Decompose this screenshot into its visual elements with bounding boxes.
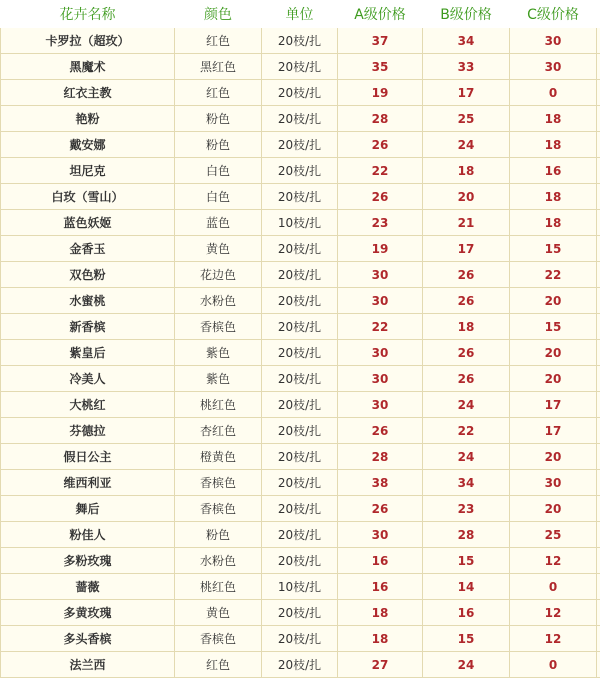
cell-b-price: 14 (423, 574, 510, 600)
cell-flower-name: 蓝色妖姬 (1, 210, 175, 236)
cell-unit: 20枝/扎 (262, 444, 338, 470)
cell-a-price: 26 (338, 418, 423, 444)
cell-color: 红色 (175, 28, 262, 54)
cell-unit: 20枝/扎 (262, 392, 338, 418)
cell-blank (597, 158, 600, 184)
cell-color: 香槟色 (175, 314, 262, 340)
cell-b-price: 34 (423, 470, 510, 496)
cell-b-price: 25 (423, 106, 510, 132)
cell-c-price: 15 (510, 314, 597, 340)
cell-blank (597, 392, 600, 418)
cell-c-price: 18 (510, 132, 597, 158)
table-row (1, 418, 600, 444)
header-blank (597, 1, 600, 28)
cell-flower-name: 冷美人 (1, 366, 175, 392)
cell-a-price: 16 (338, 548, 423, 574)
table-row (1, 28, 600, 54)
cell-unit: 20枝/扎 (262, 340, 338, 366)
cell-a-price: 19 (338, 80, 423, 106)
table-row (1, 366, 600, 392)
cell-c-price: 18 (510, 210, 597, 236)
cell-flower-name: 粉佳人 (1, 522, 175, 548)
table-row (1, 444, 600, 470)
cell-a-price: 23 (338, 210, 423, 236)
table-row (1, 548, 600, 574)
cell-a-price: 30 (338, 288, 423, 314)
cell-color: 黄色 (175, 600, 262, 626)
cell-c-price: 18 (510, 184, 597, 210)
cell-c-price: 22 (510, 262, 597, 288)
cell-a-price: 16 (338, 574, 423, 600)
header-c-price: C级价格 (510, 1, 597, 28)
cell-unit: 20枝/扎 (262, 288, 338, 314)
cell-c-price: 17 (510, 418, 597, 444)
table-row (1, 80, 600, 106)
cell-b-price: 24 (423, 444, 510, 470)
table-row (1, 522, 600, 548)
cell-a-price: 30 (338, 340, 423, 366)
cell-unit: 20枝/扎 (262, 366, 338, 392)
cell-b-price: 26 (423, 366, 510, 392)
cell-a-price: 28 (338, 106, 423, 132)
cell-b-price: 17 (423, 80, 510, 106)
cell-unit: 10枝/扎 (262, 210, 338, 236)
cell-color: 水粉色 (175, 548, 262, 574)
cell-unit: 20枝/扎 (262, 600, 338, 626)
cell-flower-name: 白玫（雪山） (1, 184, 175, 210)
cell-color: 黄色 (175, 236, 262, 262)
cell-blank (597, 522, 600, 548)
cell-color: 蓝色 (175, 210, 262, 236)
cell-flower-name: 大桃红 (1, 392, 175, 418)
cell-unit: 20枝/扎 (262, 496, 338, 522)
cell-c-price: 30 (510, 54, 597, 80)
cell-b-price: 15 (423, 626, 510, 652)
cell-a-price: 30 (338, 522, 423, 548)
cell-b-price: 26 (423, 262, 510, 288)
cell-unit: 20枝/扎 (262, 548, 338, 574)
table-row (1, 288, 600, 314)
cell-a-price: 27 (338, 652, 423, 678)
table-row (1, 340, 600, 366)
cell-unit: 10枝/扎 (262, 574, 338, 600)
cell-c-price: 12 (510, 548, 597, 574)
cell-flower-name: 多黄玫瑰 (1, 600, 175, 626)
cell-color: 桃红色 (175, 392, 262, 418)
cell-color: 红色 (175, 652, 262, 678)
cell-flower-name: 红衣主教 (1, 80, 175, 106)
table-row (1, 314, 600, 340)
cell-unit: 20枝/扎 (262, 652, 338, 678)
cell-unit: 20枝/扎 (262, 54, 338, 80)
table-row (1, 574, 600, 600)
cell-a-price: 22 (338, 314, 423, 340)
cell-a-price: 28 (338, 444, 423, 470)
cell-blank (597, 314, 600, 340)
cell-blank (597, 470, 600, 496)
cell-a-price: 26 (338, 132, 423, 158)
cell-flower-name: 卡罗拉（超玫） (1, 28, 175, 54)
cell-a-price: 18 (338, 600, 423, 626)
cell-blank (597, 210, 600, 236)
cell-color: 香槟色 (175, 626, 262, 652)
cell-flower-name: 戴安娜 (1, 132, 175, 158)
cell-c-price: 20 (510, 366, 597, 392)
cell-blank (597, 132, 600, 158)
cell-c-price: 15 (510, 236, 597, 262)
cell-c-price: 20 (510, 444, 597, 470)
cell-b-price: 21 (423, 210, 510, 236)
cell-blank (597, 184, 600, 210)
cell-c-price: 12 (510, 600, 597, 626)
cell-blank (597, 106, 600, 132)
cell-blank (597, 652, 600, 678)
cell-b-price: 26 (423, 340, 510, 366)
cell-unit: 20枝/扎 (262, 236, 338, 262)
cell-unit: 20枝/扎 (262, 626, 338, 652)
cell-blank (597, 54, 600, 80)
table-row (1, 132, 600, 158)
cell-a-price: 30 (338, 392, 423, 418)
cell-unit: 20枝/扎 (262, 184, 338, 210)
cell-a-price: 18 (338, 626, 423, 652)
cell-blank (597, 28, 600, 54)
cell-color: 粉色 (175, 132, 262, 158)
cell-c-price: 0 (510, 80, 597, 106)
cell-c-price: 18 (510, 106, 597, 132)
cell-b-price: 15 (423, 548, 510, 574)
cell-b-price: 24 (423, 132, 510, 158)
cell-unit: 20枝/扎 (262, 262, 338, 288)
cell-flower-name: 多头香槟 (1, 626, 175, 652)
cell-c-price: 30 (510, 28, 597, 54)
cell-a-price: 22 (338, 158, 423, 184)
cell-flower-name: 艳粉 (1, 106, 175, 132)
cell-unit: 20枝/扎 (262, 522, 338, 548)
table-row (1, 54, 600, 80)
cell-color: 红色 (175, 80, 262, 106)
cell-color: 杏红色 (175, 418, 262, 444)
table-row (1, 392, 600, 418)
cell-blank (597, 418, 600, 444)
table-header-row (1, 1, 600, 28)
cell-color: 紫色 (175, 366, 262, 392)
cell-a-price: 38 (338, 470, 423, 496)
cell-b-price: 18 (423, 314, 510, 340)
cell-a-price: 37 (338, 28, 423, 54)
cell-blank (597, 444, 600, 470)
cell-c-price: 16 (510, 158, 597, 184)
cell-c-price: 12 (510, 626, 597, 652)
cell-flower-name: 紫皇后 (1, 340, 175, 366)
header-flower-name: 花卉名称 (1, 1, 175, 28)
cell-color: 粉色 (175, 106, 262, 132)
cell-c-price: 17 (510, 392, 597, 418)
cell-blank (597, 80, 600, 106)
cell-blank (597, 262, 600, 288)
cell-color: 水粉色 (175, 288, 262, 314)
cell-flower-name: 芬德拉 (1, 418, 175, 444)
cell-color: 白色 (175, 158, 262, 184)
cell-b-price: 24 (423, 392, 510, 418)
cell-blank (597, 600, 600, 626)
cell-unit: 20枝/扎 (262, 158, 338, 184)
cell-unit: 20枝/扎 (262, 314, 338, 340)
cell-flower-name: 法兰西 (1, 652, 175, 678)
cell-b-price: 28 (423, 522, 510, 548)
cell-flower-name: 假日公主 (1, 444, 175, 470)
cell-c-price: 0 (510, 574, 597, 600)
cell-b-price: 16 (423, 600, 510, 626)
header-unit: 单位 (262, 1, 338, 28)
cell-b-price: 33 (423, 54, 510, 80)
cell-b-price: 22 (423, 418, 510, 444)
cell-blank (597, 236, 600, 262)
cell-flower-name: 多粉玫瑰 (1, 548, 175, 574)
cell-blank (597, 340, 600, 366)
cell-color: 桃红色 (175, 574, 262, 600)
table-row (1, 496, 600, 522)
cell-b-price: 17 (423, 236, 510, 262)
cell-c-price: 20 (510, 288, 597, 314)
header-a-price: A级价格 (338, 1, 423, 28)
cell-blank (597, 548, 600, 574)
table-row (1, 158, 600, 184)
cell-c-price: 30 (510, 470, 597, 496)
cell-c-price: 20 (510, 496, 597, 522)
cell-c-price: 0 (510, 652, 597, 678)
header-b-price: B级价格 (423, 1, 510, 28)
cell-color: 橙黄色 (175, 444, 262, 470)
cell-unit: 20枝/扎 (262, 132, 338, 158)
cell-color: 白色 (175, 184, 262, 210)
cell-b-price: 34 (423, 28, 510, 54)
cell-b-price: 24 (423, 652, 510, 678)
cell-blank (597, 496, 600, 522)
cell-color: 花边色 (175, 262, 262, 288)
cell-color: 黑红色 (175, 54, 262, 80)
table-row (1, 652, 600, 678)
cell-color: 香槟色 (175, 470, 262, 496)
table-row (1, 470, 600, 496)
table-row (1, 236, 600, 262)
cell-flower-name: 新香槟 (1, 314, 175, 340)
cell-color: 香槟色 (175, 496, 262, 522)
cell-flower-name: 蔷薇 (1, 574, 175, 600)
cell-c-price: 25 (510, 522, 597, 548)
table-row (1, 184, 600, 210)
table-body (1, 28, 600, 678)
cell-flower-name: 水蜜桃 (1, 288, 175, 314)
cell-color: 紫色 (175, 340, 262, 366)
cell-b-price: 26 (423, 288, 510, 314)
cell-flower-name: 金香玉 (1, 236, 175, 262)
cell-a-price: 26 (338, 496, 423, 522)
cell-color: 粉色 (175, 522, 262, 548)
table-row (1, 210, 600, 236)
cell-b-price: 20 (423, 184, 510, 210)
cell-blank (597, 574, 600, 600)
cell-blank (597, 626, 600, 652)
cell-a-price: 30 (338, 262, 423, 288)
cell-b-price: 18 (423, 158, 510, 184)
cell-unit: 20枝/扎 (262, 80, 338, 106)
cell-unit: 20枝/扎 (262, 418, 338, 444)
cell-a-price: 30 (338, 366, 423, 392)
cell-unit: 20枝/扎 (262, 28, 338, 54)
cell-flower-name: 维西利亚 (1, 470, 175, 496)
cell-a-price: 26 (338, 184, 423, 210)
table-row (1, 626, 600, 652)
cell-c-price: 20 (510, 340, 597, 366)
table-row (1, 600, 600, 626)
cell-flower-name: 黑魔术 (1, 54, 175, 80)
cell-unit: 20枝/扎 (262, 106, 338, 132)
cell-a-price: 19 (338, 236, 423, 262)
cell-unit: 20枝/扎 (262, 470, 338, 496)
cell-flower-name: 双色粉 (1, 262, 175, 288)
table-row (1, 106, 600, 132)
cell-b-price: 23 (423, 496, 510, 522)
cell-blank (597, 366, 600, 392)
cell-flower-name: 舞后 (1, 496, 175, 522)
table-row (1, 262, 600, 288)
header-color: 颜色 (175, 1, 262, 28)
cell-blank (597, 288, 600, 314)
cell-flower-name: 坦尼克 (1, 158, 175, 184)
cell-a-price: 35 (338, 54, 423, 80)
